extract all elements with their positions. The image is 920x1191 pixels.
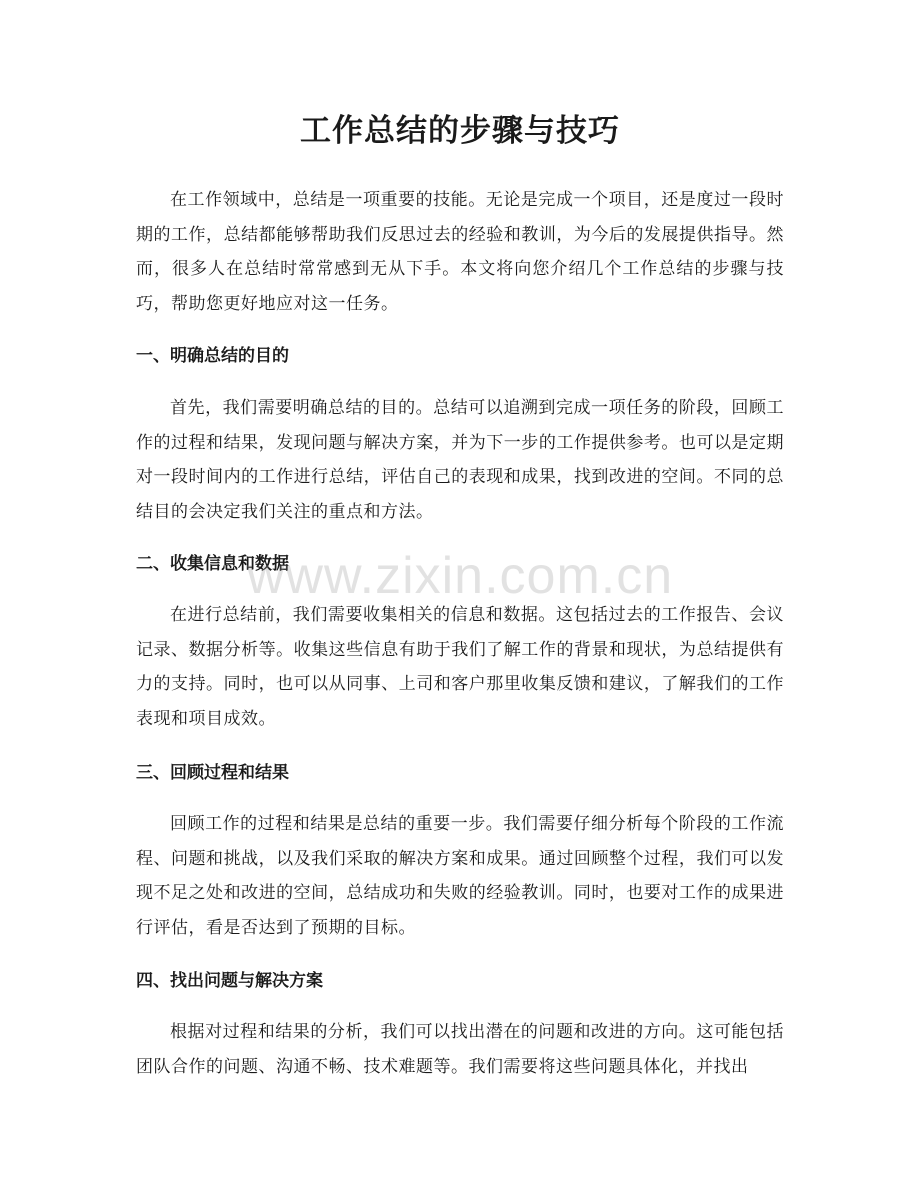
watermark-text: www.zixin.com.cn <box>246 547 674 605</box>
section-heading-3: 三、回顾过程和结果 <box>136 763 289 783</box>
document-title: 工作总结的步骤与技巧 <box>300 113 620 149</box>
section-heading-1: 一、明确总结的目的 <box>136 346 289 366</box>
section-paragraph-1: 首先，我们需要明确总结的目的。总结可以追溯到完成一项任务的阶段，回顾工作的过程和结果，发现问题与解决方案，并为下一步的工作提供参考。也可以是定期对一段时间内的工作进行总结，评估自己的表现和成果，找到改进的空间。不同的总结目的会决定我们关注的重点和方法。 <box>136 398 784 523</box>
intro-paragraph: 在工作领域中，总结是一项重要的技能。无论是完成一个项目，还是度过一段时期的工作，总结都能够帮助我们反思过去的经验和教训，为今后的发展提供指导。然而，很多人在总结时常常感到无从下手。本文将向您介绍几个工作总结的步骤与技巧，帮助您更好地应对这一任务。 <box>136 190 784 315</box>
section-heading-4: 四、找出问题与解决方案 <box>136 971 323 991</box>
section-paragraph-4: 根据对过程和结果的分析，我们可以找出潜在的问题和改进的方向。这可能包括团队合作的问题、沟通不畅、技术难题等。我们需要将这些问题具体化，并找出 <box>136 1022 784 1077</box>
section-heading-2: 二、收集信息和数据 <box>136 554 289 574</box>
section-paragraph-2: 在进行总结前，我们需要收集相关的信息和数据。这包括过去的工作报告、会议记录、数据分析等。收集这些信息有助于我们了解工作的背景和现状，为总结提供有力的支持。同时，也可以从同事、上司和客户那里收集反馈和建议，了解我们的工作表现和项目成效。 <box>136 605 784 730</box>
section-paragraph-3: 回顾工作的过程和结果是总结的重要一步。我们需要仔细分析每个阶段的工作流程、问题和挑战，以及我们采取的解决方案和成果。通过回顾整个过程，我们可以发现不足之处和改进的空间，总结成功和失败的经验教训。同时，也要对工作的成果进行评估，看是否达到了预期的目标。 <box>136 814 784 939</box>
